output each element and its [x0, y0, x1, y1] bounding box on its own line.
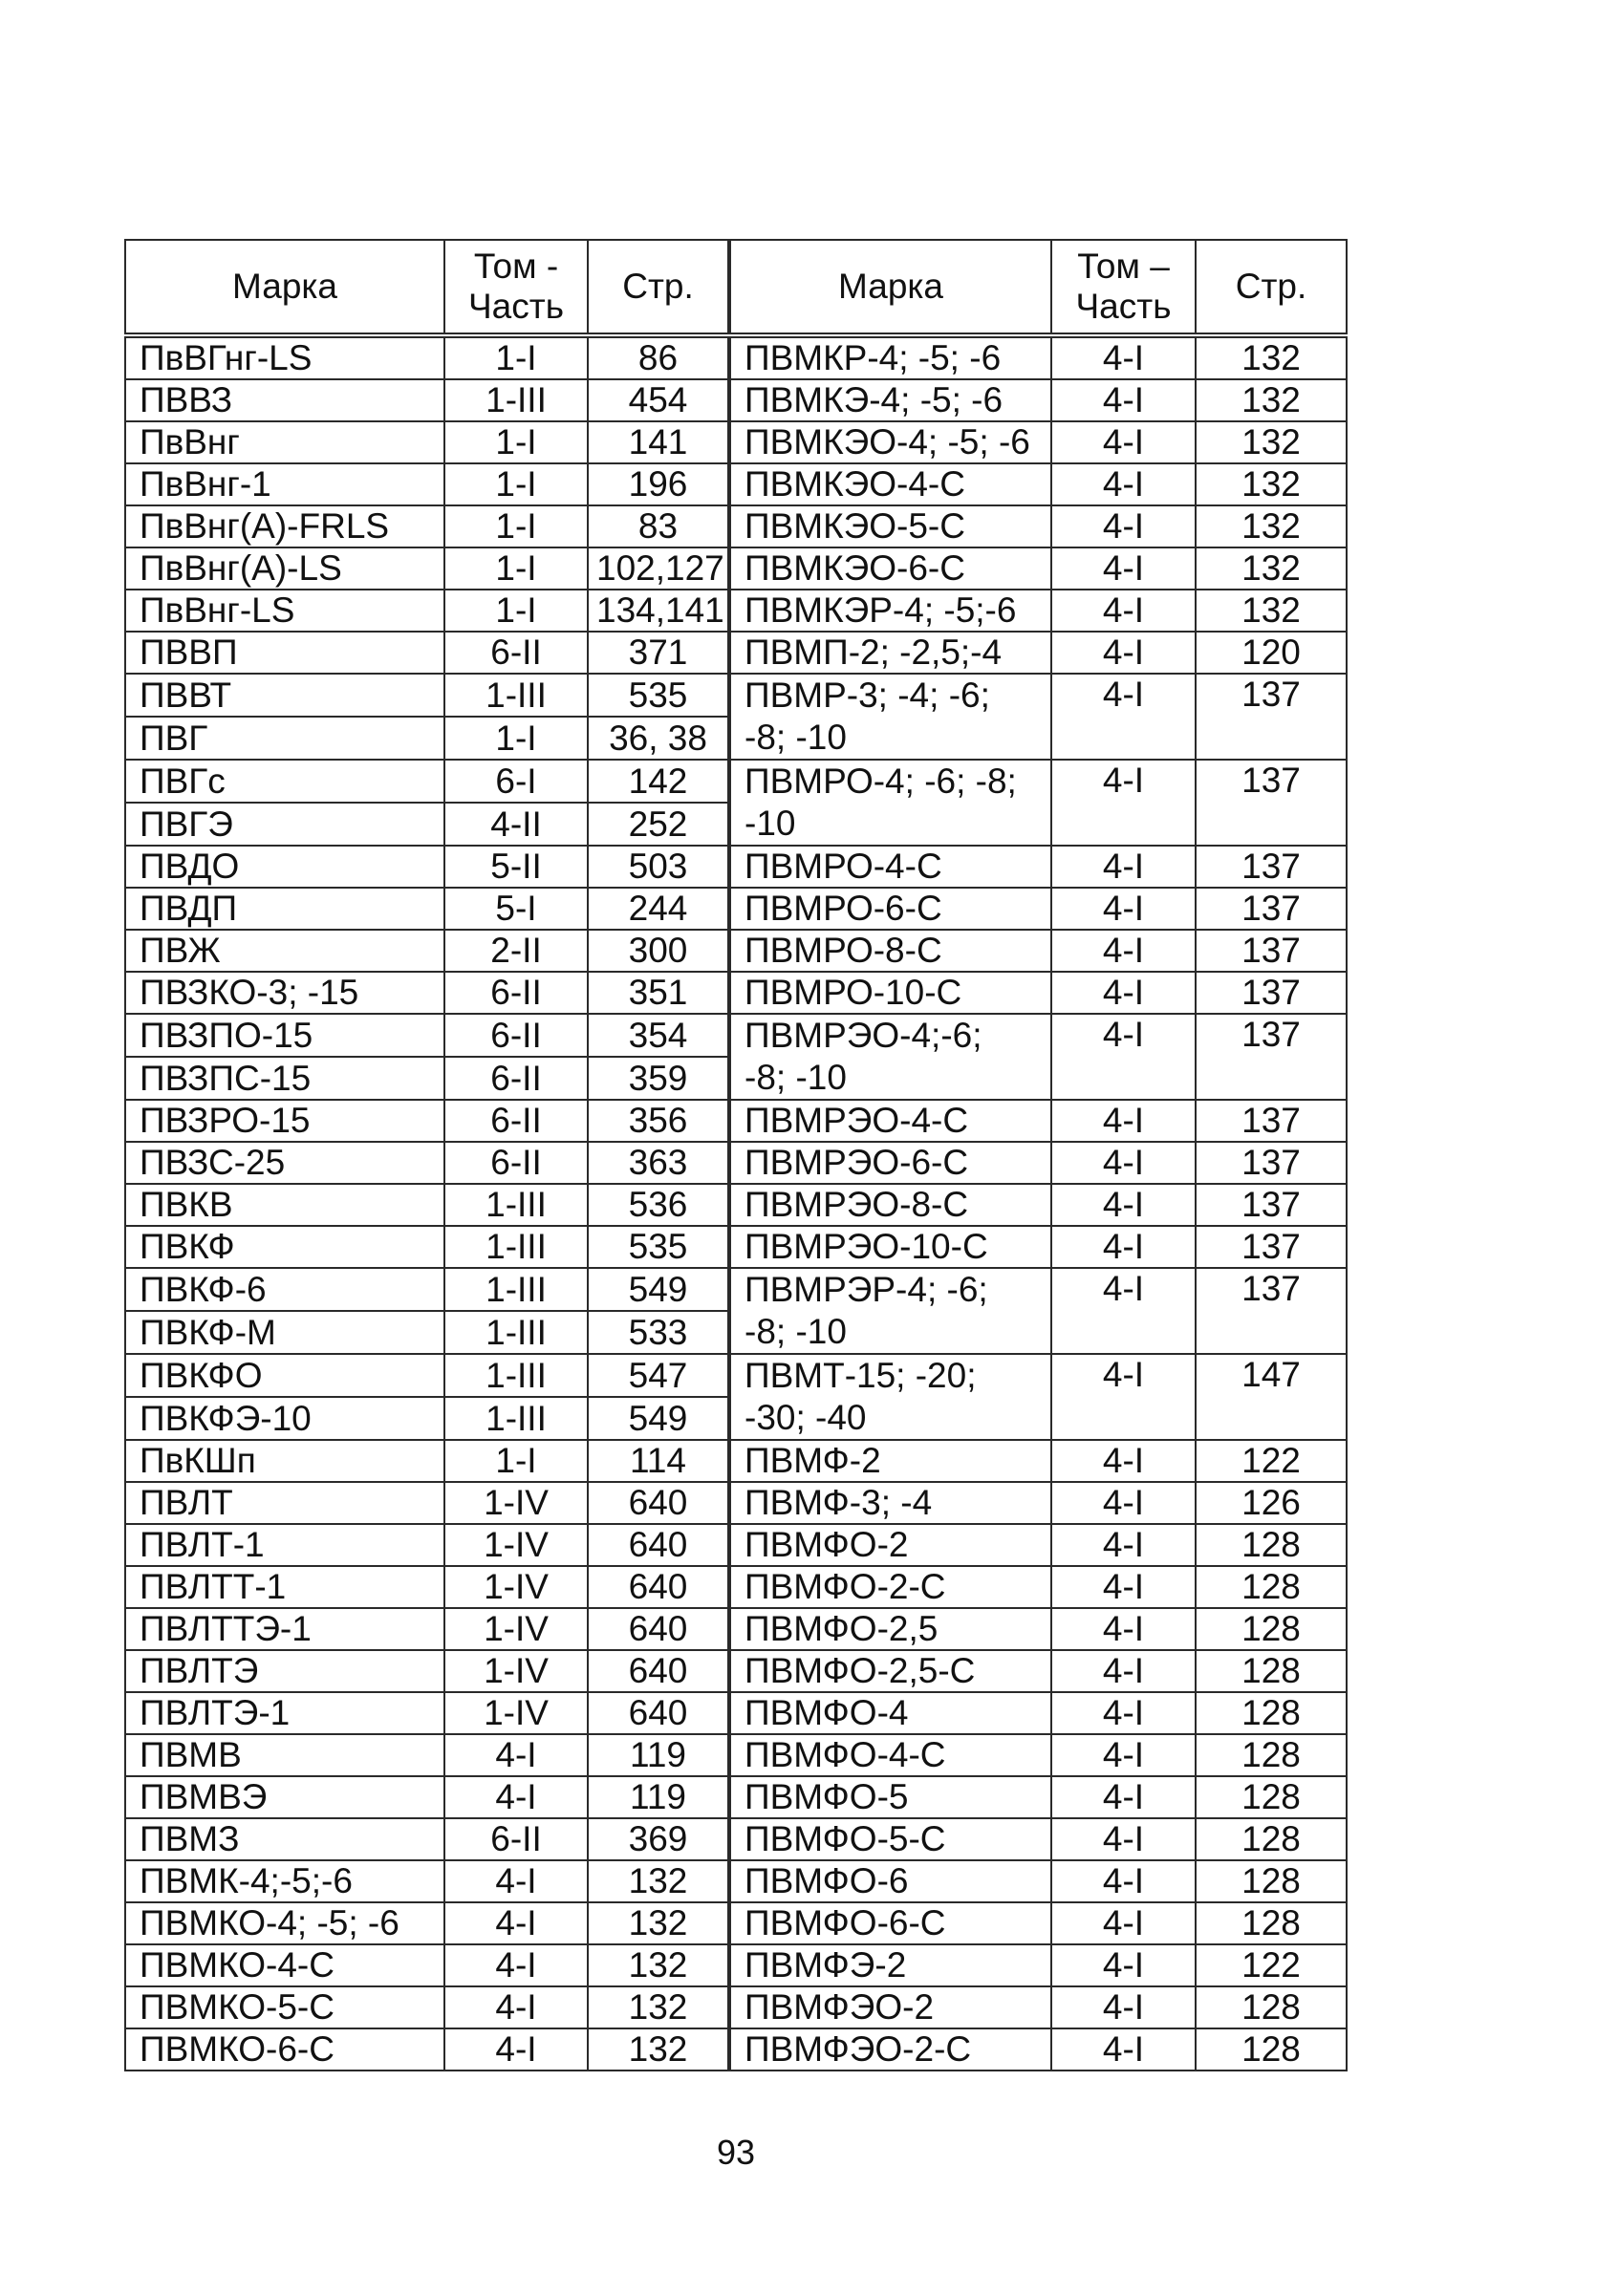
page-cell: 120 [1196, 632, 1347, 674]
page-cell: 132 [588, 1986, 729, 2028]
page-cell: 252 [588, 803, 729, 846]
page-cell: 83 [588, 505, 729, 547]
mark-cell: ПВМКЭО-5-С [729, 505, 1051, 547]
volume-cell: 5-II [444, 846, 588, 888]
page-cell: 102,127 [588, 547, 729, 590]
volume-cell: 1-IV [444, 1650, 588, 1692]
volume-cell: 1-III [444, 1184, 588, 1226]
mark-cell: ПВГс [125, 760, 444, 803]
volume-cell: 4-I [1051, 1902, 1196, 1944]
mark-cell: ПвВГнг-LS [125, 335, 444, 379]
mark-cell: ПВМРО-6-С [729, 888, 1051, 930]
table-row [125, 1268, 1347, 1311]
page-cell: 128 [1196, 1734, 1347, 1776]
mark-cell: ПВЗПС-15 [125, 1057, 444, 1100]
mark-cell: ПВМРО-4-С [729, 846, 1051, 888]
page-cell: 137 [1196, 1100, 1347, 1142]
mark-cell: ПВМП-2; -2,5;-4 [729, 632, 1051, 674]
table-row [125, 674, 1347, 717]
page-cell: 371 [588, 632, 729, 674]
mark-cell: ПВМВЭ [125, 1776, 444, 1818]
mark-cell: ПВМФО-6-С [729, 1902, 1051, 1944]
page-cell: 132 [1196, 590, 1347, 632]
volume-cell: 4-I [1051, 1354, 1196, 1440]
page-cell: 356 [588, 1100, 729, 1142]
page-cell: 536 [588, 1184, 729, 1226]
table-row [125, 463, 1347, 505]
page-cell: 132 [1196, 335, 1347, 379]
page-cell: 640 [588, 1608, 729, 1650]
page-cell: 36, 38 [588, 717, 729, 760]
table-row [125, 1482, 1347, 1524]
volume-cell: 4-I [1051, 1142, 1196, 1184]
page-cell: 535 [588, 1226, 729, 1268]
page-cell: 640 [588, 1524, 729, 1566]
volume-cell: 6-II [444, 1100, 588, 1142]
volume-cell: 4-I [1051, 1692, 1196, 1734]
volume-cell: 4-I [1051, 1014, 1196, 1100]
page-cell: 533 [588, 1311, 729, 1354]
volume-cell: 1-IV [444, 1566, 588, 1608]
mark-cell: ПвВнг(A)-FRLS [125, 505, 444, 547]
volume-cell: 1-I [444, 335, 588, 379]
table-row [125, 1944, 1347, 1986]
volume-cell: 4-I [1051, 632, 1196, 674]
page-cell: 126 [1196, 1482, 1347, 1524]
volume-cell: 6-II [444, 1818, 588, 1860]
page-cell: 454 [588, 379, 729, 421]
volume-cell: 4-I [1051, 1482, 1196, 1524]
table-row [125, 1902, 1347, 1944]
volume-cell: 1-III [444, 674, 588, 717]
table-row [125, 888, 1347, 930]
mark-cell: ПВКФО [125, 1354, 444, 1397]
page-cell: 547 [588, 1354, 729, 1397]
volume-cell: 4-I [1051, 1650, 1196, 1692]
table-row [125, 379, 1347, 421]
volume-cell: 4-I [1051, 760, 1196, 846]
mark-cell: ПВКФ-6 [125, 1268, 444, 1311]
mark-cell: ПВМФО-6 [729, 1860, 1051, 1902]
index-table [124, 239, 1348, 2071]
table-row [125, 421, 1347, 463]
table-row [125, 1524, 1347, 1566]
mark-cell: ПВМКО-6-С [125, 2028, 444, 2071]
page-cell: 137 [1196, 674, 1347, 760]
page-cell: 640 [588, 1482, 729, 1524]
mark-cell: ПвВнг-1 [125, 463, 444, 505]
volume-cell: 4-I [1051, 930, 1196, 972]
mark-cell: ПвКШп [125, 1440, 444, 1482]
table-row [125, 1226, 1347, 1268]
mark-cell: ПВМРЭО-4-С [729, 1100, 1051, 1142]
mark-cell: ПВДП [125, 888, 444, 930]
page-cell: 132 [1196, 463, 1347, 505]
page-cell: 142 [588, 760, 729, 803]
table-row [125, 1142, 1347, 1184]
page-cell: 119 [588, 1776, 729, 1818]
mark-cell: ПвВнг(A)-LS [125, 547, 444, 590]
mark-cell: ПВКФ [125, 1226, 444, 1268]
volume-cell: 1-I [444, 717, 588, 760]
table-row [125, 1440, 1347, 1482]
mark-cell: ПВВЗ [125, 379, 444, 421]
mark-cell: ПВЛТЭ-1 [125, 1692, 444, 1734]
page-cell: 535 [588, 674, 729, 717]
volume-cell: 6-II [444, 972, 588, 1014]
page-cell: 369 [588, 1818, 729, 1860]
mark-cell: ПВГЭ [125, 803, 444, 846]
page-cell: 128 [1196, 1818, 1347, 1860]
volume-cell: 4-I [1051, 1776, 1196, 1818]
page-cell: 132 [588, 1944, 729, 1986]
page-cell: 137 [1196, 760, 1347, 846]
table-row [125, 590, 1347, 632]
page-cell: 128 [1196, 1860, 1347, 1902]
page-cell: 132 [1196, 505, 1347, 547]
volume-cell: 4-I [1051, 1566, 1196, 1608]
page-cell: 128 [1196, 1608, 1347, 1650]
table-row [125, 1608, 1347, 1650]
table-row [125, 1100, 1347, 1142]
volume-cell: 4-I [1051, 1818, 1196, 1860]
volume-cell: 4-I [1051, 1524, 1196, 1566]
volume-cell: 1-IV [444, 1692, 588, 1734]
volume-cell: 1-IV [444, 1482, 588, 1524]
table-row [125, 335, 1347, 379]
table-row [125, 1776, 1347, 1818]
header-page-2: Стр. [1196, 240, 1347, 335]
mark-cell: ПВКВ [125, 1184, 444, 1226]
page-cell: 141 [588, 421, 729, 463]
volume-cell: 1-I [444, 1440, 588, 1482]
mark-cell: ПВМФ-2 [729, 1440, 1051, 1482]
table-row [125, 2028, 1347, 2071]
mark-cell: ПВМФЭО-2 [729, 1986, 1051, 2028]
mark-cell: ПВЛТТЭ-1 [125, 1608, 444, 1650]
page-cell: 132 [588, 1860, 729, 1902]
table-row [125, 760, 1347, 803]
mark-cell: ПВМРЭР-4; -6; -8; -10 [729, 1268, 1051, 1354]
volume-cell: 4-I [1051, 505, 1196, 547]
mark-cell: ПВМРО-10-С [729, 972, 1051, 1014]
mark-cell: ПВЛТЭ [125, 1650, 444, 1692]
volume-cell: 6-II [444, 1057, 588, 1100]
page-cell: 300 [588, 930, 729, 972]
mark-cell: ПВМФО-5-С [729, 1818, 1051, 1860]
page-cell: 354 [588, 1014, 729, 1057]
volume-cell: 1-I [444, 505, 588, 547]
page-cell: 137 [1196, 1268, 1347, 1354]
table-row [125, 1692, 1347, 1734]
volume-cell: 1-I [444, 463, 588, 505]
volume-cell: 4-I [444, 1776, 588, 1818]
page-cell: 128 [1196, 1650, 1347, 1692]
volume-cell: 1-IV [444, 1608, 588, 1650]
mark-cell: ПВМКО-4; -5; -6 [125, 1902, 444, 1944]
page-cell: 640 [588, 1650, 729, 1692]
page-cell: 134,141 [588, 590, 729, 632]
volume-cell: 4-I [444, 2028, 588, 2071]
page-cell: 128 [1196, 1692, 1347, 1734]
page-cell: 132 [1196, 547, 1347, 590]
volume-cell: 1-III [444, 1397, 588, 1440]
mark-cell: ПВЖ [125, 930, 444, 972]
mark-cell: ПвВнг-LS [125, 590, 444, 632]
mark-cell: ПВМТ-15; -20; -30; -40 [729, 1354, 1051, 1440]
mark-cell: ПВЛТТ-1 [125, 1566, 444, 1608]
volume-cell: 4-I [1051, 1100, 1196, 1142]
mark-cell: ПВМФО-2 [729, 1524, 1051, 1566]
volume-cell: 4-II [444, 803, 588, 846]
mark-cell: ПВМКО-4-С [125, 1944, 444, 1986]
mark-cell: ПВМФО-2,5-С [729, 1650, 1051, 1692]
volume-cell: 4-I [1051, 1268, 1196, 1354]
page-cell: 128 [1196, 1524, 1347, 1566]
page-cell: 147 [1196, 1354, 1347, 1440]
volume-cell: 4-I [1051, 1986, 1196, 2028]
page-cell: 132 [1196, 379, 1347, 421]
mark-cell: ПВЗРО-15 [125, 1100, 444, 1142]
page-cell: 137 [1196, 930, 1347, 972]
header-vol-2: Том – Часть [1051, 240, 1196, 335]
volume-cell: 4-I [1051, 547, 1196, 590]
mark-cell: ПВМРЭО-8-С [729, 1184, 1051, 1226]
volume-cell: 4-I [1051, 1608, 1196, 1650]
page-cell: 137 [1196, 1014, 1347, 1100]
page-cell: 137 [1196, 846, 1347, 888]
volume-cell: 1-III [444, 1354, 588, 1397]
volume-cell: 1-IV [444, 1524, 588, 1566]
page-cell: 137 [1196, 1142, 1347, 1184]
header-page: Стр. [588, 240, 729, 335]
mark-cell: ПВЗПО-15 [125, 1014, 444, 1057]
page-cell: 122 [1196, 1944, 1347, 1986]
volume-cell: 4-I [444, 1986, 588, 2028]
mark-cell: ПВМРО-4; -6; -8; -10 [729, 760, 1051, 846]
page-cell: 128 [1196, 1902, 1347, 1944]
volume-cell: 4-I [1051, 1440, 1196, 1482]
page-cell: 132 [588, 1902, 729, 1944]
volume-cell: 6-II [444, 1014, 588, 1057]
volume-cell: 4-I [1051, 2028, 1196, 2071]
mark-cell: ПВМКЭО-4; -5; -6 [729, 421, 1051, 463]
mark-cell: ПВМФЭ-2 [729, 1944, 1051, 1986]
volume-cell: 4-I [1051, 421, 1196, 463]
page-cell: 137 [1196, 972, 1347, 1014]
page-cell: 196 [588, 463, 729, 505]
mark-cell: ПВМКО-5-С [125, 1986, 444, 2028]
page-cell: 363 [588, 1142, 729, 1184]
volume-cell: 4-I [444, 1860, 588, 1902]
table-row [125, 846, 1347, 888]
page-cell: 128 [1196, 1566, 1347, 1608]
mark-cell: ПВМКЭ-4; -5; -6 [729, 379, 1051, 421]
volume-cell: 4-I [1051, 379, 1196, 421]
volume-cell: 5-I [444, 888, 588, 930]
volume-cell: 4-I [1051, 463, 1196, 505]
table-row [125, 547, 1347, 590]
page-number: 93 [716, 2133, 756, 2172]
volume-cell: 4-I [1051, 1184, 1196, 1226]
page-cell: 640 [588, 1566, 729, 1608]
mark-cell: ПВМКЭР-4; -5;-6 [729, 590, 1051, 632]
mark-cell: ПВВП [125, 632, 444, 674]
volume-cell: 1-III [444, 379, 588, 421]
mark-cell: ПВМКЭО-4-С [729, 463, 1051, 505]
volume-cell: 4-I [444, 1944, 588, 1986]
table-row [125, 505, 1347, 547]
volume-cell: 4-I [1051, 846, 1196, 888]
volume-cell: 2-II [444, 930, 588, 972]
mark-cell: ПВМРЭО-6-С [729, 1142, 1051, 1184]
volume-cell: 4-I [1051, 1226, 1196, 1268]
table-row [125, 1818, 1347, 1860]
volume-cell: 1-I [444, 547, 588, 590]
header-vol: Том - Часть [444, 240, 588, 335]
header-mark-2: Марка [729, 240, 1051, 335]
mark-cell: ПВМК-4;-5;-6 [125, 1860, 444, 1902]
page-cell: 359 [588, 1057, 729, 1100]
volume-cell: 6-II [444, 1142, 588, 1184]
mark-cell: ПВВТ [125, 674, 444, 717]
volume-cell: 4-I [1051, 888, 1196, 930]
volume-cell: 4-I [1051, 335, 1196, 379]
volume-cell: 1-III [444, 1226, 588, 1268]
volume-cell: 4-I [444, 1734, 588, 1776]
volume-cell: 1-III [444, 1311, 588, 1354]
page-cell: 128 [1196, 2028, 1347, 2071]
page-cell: 114 [588, 1440, 729, 1482]
mark-cell: ПВЗС-25 [125, 1142, 444, 1184]
mark-cell: ПВМФ-3; -4 [729, 1482, 1051, 1524]
volume-cell: 1-I [444, 421, 588, 463]
page-cell: 549 [588, 1268, 729, 1311]
volume-cell: 6-II [444, 632, 588, 674]
table-row [125, 1354, 1347, 1397]
volume-cell: 4-I [1051, 1734, 1196, 1776]
volume-cell: 1-I [444, 590, 588, 632]
table-row [125, 1014, 1347, 1057]
volume-cell: 6-I [444, 760, 588, 803]
mark-cell: ПВМФО-4 [729, 1692, 1051, 1734]
table-row [125, 1566, 1347, 1608]
mark-cell: ПВМРЭО-4;-6; -8; -10 [729, 1014, 1051, 1100]
mark-cell: ПВЛТ-1 [125, 1524, 444, 1566]
volume-cell: 4-I [1051, 1944, 1196, 1986]
mark-cell: ПВКФ-М [125, 1311, 444, 1354]
mark-cell: ПВДО [125, 846, 444, 888]
mark-cell: ПВКФЭ-10 [125, 1397, 444, 1440]
mark-cell: ПВМРО-8-С [729, 930, 1051, 972]
volume-cell: 4-I [1051, 1860, 1196, 1902]
page-cell: 244 [588, 888, 729, 930]
mark-cell: ПВГ [125, 717, 444, 760]
table-row [125, 1734, 1347, 1776]
mark-cell: ПВМФЭО-2-С [729, 2028, 1051, 2071]
table-row [125, 1184, 1347, 1226]
mark-cell: ПВМФО-5 [729, 1776, 1051, 1818]
page-cell: 137 [1196, 1184, 1347, 1226]
table-row [125, 1650, 1347, 1692]
mark-cell: ПВМВ [125, 1734, 444, 1776]
header-row [125, 240, 1347, 335]
mark-cell: ПВМРЭО-10-С [729, 1226, 1051, 1268]
mark-cell: ПВМФО-2-С [729, 1566, 1051, 1608]
table-row [125, 1986, 1347, 2028]
table-row [125, 1860, 1347, 1902]
page-cell: 122 [1196, 1440, 1347, 1482]
page-cell: 351 [588, 972, 729, 1014]
mark-cell: ПВМФО-4-С [729, 1734, 1051, 1776]
table-row [125, 632, 1347, 674]
volume-cell: 4-I [1051, 674, 1196, 760]
volume-cell: 1-III [444, 1268, 588, 1311]
page-cell: 132 [1196, 421, 1347, 463]
page-cell: 137 [1196, 888, 1347, 930]
page-cell: 119 [588, 1734, 729, 1776]
mark-cell: ПВЗКО-3; -15 [125, 972, 444, 1014]
mark-cell: ПВМКР-4; -5; -6 [729, 335, 1051, 379]
volume-cell: 4-I [1051, 972, 1196, 1014]
header-mark: Марка [125, 240, 444, 335]
mark-cell: ПВМЗ [125, 1818, 444, 1860]
mark-cell: ПВЛТ [125, 1482, 444, 1524]
page-cell: 137 [1196, 1226, 1347, 1268]
table-row [125, 972, 1347, 1014]
page-cell: 549 [588, 1397, 729, 1440]
page-cell: 86 [588, 335, 729, 379]
mark-cell: ПВМФО-2,5 [729, 1608, 1051, 1650]
volume-cell: 4-I [444, 1902, 588, 1944]
volume-cell: 4-I [1051, 590, 1196, 632]
mark-cell: ПВМР-3; -4; -6; -8; -10 [729, 674, 1051, 760]
page-cell: 640 [588, 1692, 729, 1734]
table-row [125, 930, 1347, 972]
page-cell: 128 [1196, 1986, 1347, 2028]
page-cell: 128 [1196, 1776, 1347, 1818]
page-cell: 503 [588, 846, 729, 888]
page-cell: 132 [588, 2028, 729, 2071]
mark-cell: ПвВнг [125, 421, 444, 463]
mark-cell: ПВМКЭО-6-С [729, 547, 1051, 590]
